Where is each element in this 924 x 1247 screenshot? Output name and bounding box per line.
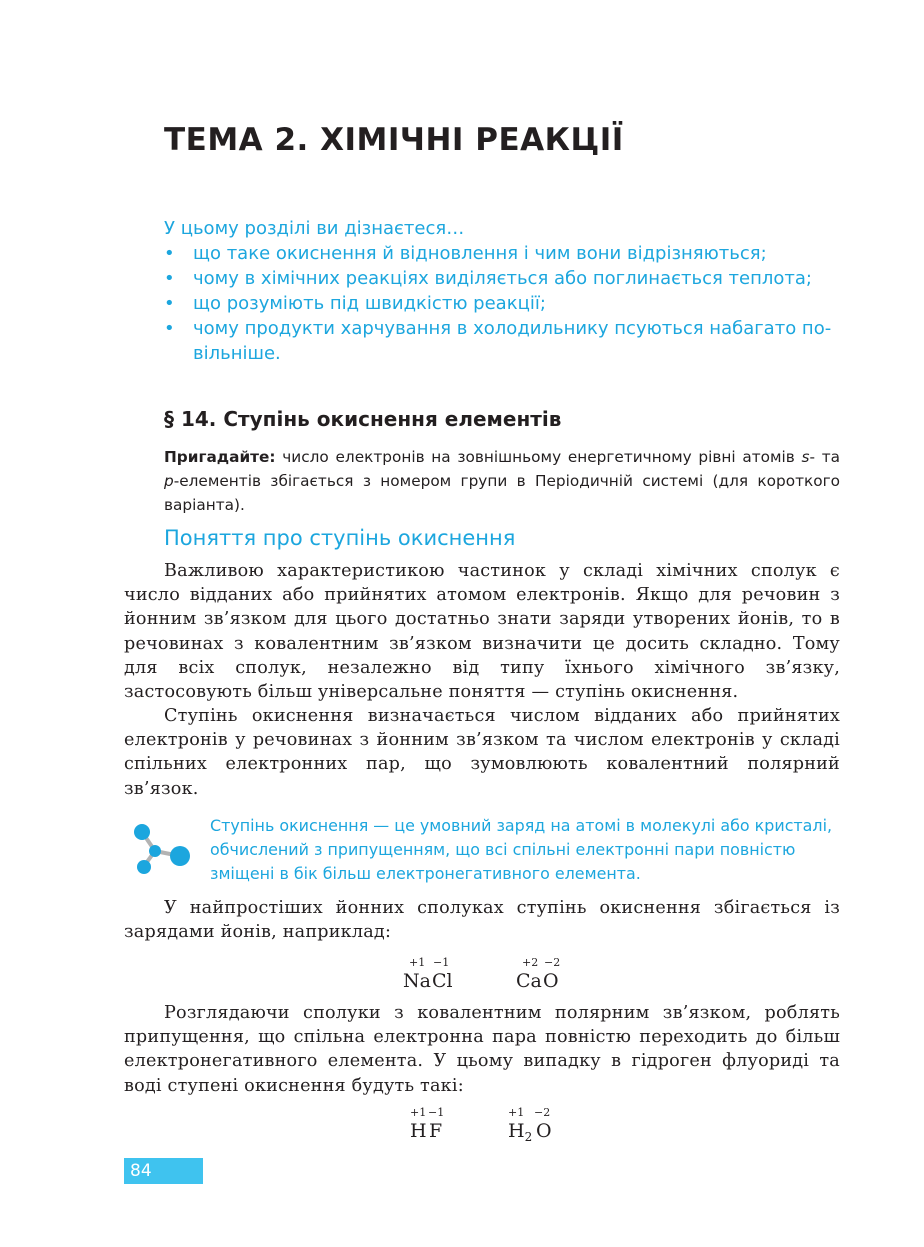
formula-row-covalent	[400, 1106, 580, 1146]
paragraph-2	[124, 704, 840, 801]
oxidation-state: −2	[534, 1106, 551, 1119]
paragraph-text: У найпростіших йонних сполуках ступінь окиснення збігається із зарядами йонів, наприклад:	[124, 898, 840, 943]
paragraph-text: Важливою характеристикою частинок у складі хімічних сполук є число відданих або прийнятих атомом електронів. Якщо для речовин з йонним зв’язком для цього достатньо знати заряди утворених йонів, то в речовинах з ковалентним зв’язком визначити це досить складно. Тому для всіх сполук, незалежно від типу їхнього хімічного зв’язку, застосовують більш універсальне поняття — ступінь окиснення.	[124, 561, 840, 703]
element-symbol-h: H	[508, 1120, 525, 1142]
bullet: •	[164, 293, 175, 314]
chapter-title: ТЕМА 2. ХІМІЧНІ РЕАКЦІЇ	[164, 122, 624, 158]
element-symbol: O	[536, 1120, 552, 1142]
subscript: 2	[524, 1130, 533, 1144]
subsection-title: Поняття про ступінь окиснення	[164, 526, 516, 550]
intro-item-text: чому продукти харчування в холодильнику псуються набагато повільніше.	[193, 318, 832, 364]
intro-item-text: що розуміють під швидкістю реакції;	[193, 293, 546, 314]
recall-label: Пригадайте:	[164, 448, 276, 466]
intro-list-item	[164, 241, 844, 266]
element-symbol: F	[429, 1120, 443, 1142]
oxidation-state: +1	[410, 1106, 427, 1119]
intro-list-item	[164, 291, 844, 316]
paragraph-4	[124, 1001, 840, 1098]
recall-text: число електронів на зовнішньому енергетичному рівні атомів s- та p-елементів збігається з номером групи в Періодичній системі (для короткого варіанта).	[164, 448, 840, 514]
molecule-icon	[126, 818, 198, 880]
formula-row-ionic	[400, 956, 580, 996]
element-symbol	[508, 1120, 532, 1144]
bullet: •	[164, 268, 175, 289]
element-symbol: H	[410, 1120, 427, 1142]
definition-text: Ступінь окиснення — це умовний заряд на атомі в молекулі або кристалі, обчислений з припущенням, що всі спільні електронні пари повністю зміщені в бік більш електронегативного елемента.	[210, 816, 833, 883]
oxidation-state: +1	[508, 1106, 525, 1119]
recall-note	[164, 445, 840, 517]
element-symbol: Na	[403, 970, 431, 992]
intro-list-item	[164, 266, 844, 291]
element-symbol: O	[543, 970, 559, 992]
paragraph-text: Розглядаючи сполуки з ковалентним полярним зв’язком, роблять припущення, що спільна електронна пара повністю переходить до більш електронегативного елемента. У цьому випадку в гідроген флуориді та воді ступені окиснення будуть такі:	[124, 1003, 840, 1096]
element-symbol: Cl	[432, 970, 453, 992]
bullet: •	[164, 243, 175, 264]
intro-item-text: що таке окиснення й відновлення і чим вони відрізняються;	[193, 243, 767, 264]
element-symbol: Ca	[516, 970, 542, 992]
oxidation-state: −1	[428, 1106, 445, 1119]
paragraph-text: Ступінь окиснення визначається числом відданих або прийнятих електронів у речовинах з йонним зв’язком та числом електронів у складі спільних електронних пар, що зумовлюють ковалентний полярний зв’язок.	[124, 706, 840, 799]
oxidation-state: −1	[433, 956, 450, 969]
oxidation-state: +2	[522, 956, 539, 969]
intro-lead: У цьому розділі ви дізнаєтеся…	[164, 218, 465, 239]
bullet: •	[164, 318, 175, 339]
intro-list	[164, 241, 844, 366]
paragraph-1	[124, 559, 840, 704]
paragraph-3	[124, 896, 840, 944]
oxidation-state: −2	[544, 956, 561, 969]
intro-block	[164, 216, 844, 366]
oxidation-state: +1	[409, 956, 426, 969]
section-title: § 14. Ступінь окиснення елементів	[164, 407, 562, 431]
page-number: 84	[124, 1158, 203, 1184]
intro-item-text: чому в хімічних реакціях виділяється або поглинається теплота;	[193, 268, 812, 289]
intro-list-item	[164, 316, 844, 366]
